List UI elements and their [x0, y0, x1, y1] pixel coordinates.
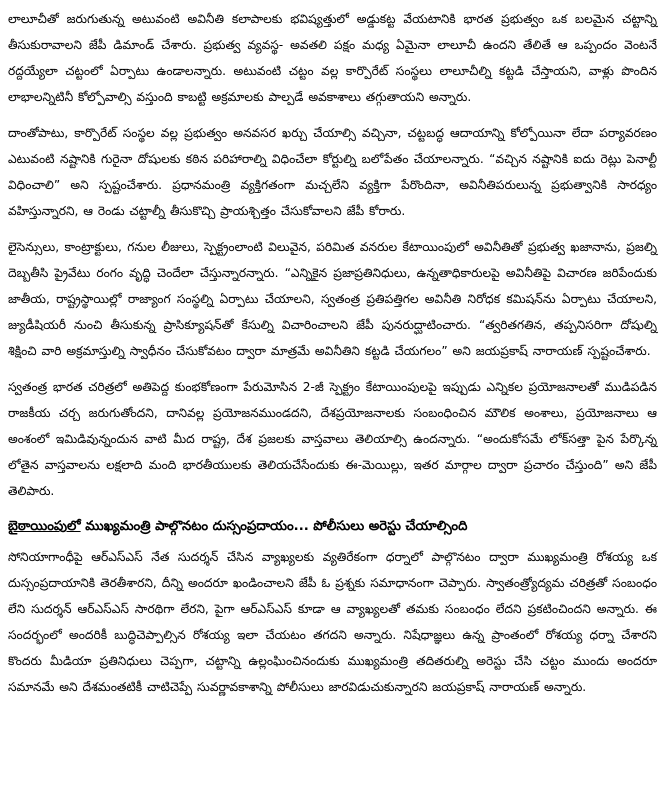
section-heading [8, 514, 657, 540]
article-body [8, 6, 657, 710]
heading-rest: ముఖ్యమంత్రి పాల్గొనటం దుస్సంప్రదాయం... పోలీసులు అరెస్టు చేయాల్సింది [80, 519, 468, 534]
paragraph-dharna: సోనియాగాంధీపై ఆర్ఎస్ఎస్ నేత సుదర్శన్ చేసిన వ్యాఖ్యలకు వ్యతిరేకంగా ధర్నాలో పాల్గొనటం ద్వారా ముఖ్యమంత్రి రోశయ్య ఒక దుస్సంప్రదాయానికి తెరతీశారని, దీన్ని అందరూ ఖండించాలని జేపీ ఓ ప్రశ్నకు సమాధానంగా చెప్పారు. స్వాతంత్ర్యోద్యమ చరిత్రతో సంబంధం లేని సుదర్శన్ ఆర్ఎస్ఎస్ సారథిగా లేరని, పైగా ఆర్ఎస్ఎస్ కూడా ఆ వ్యాఖ్యలతో తమకు సంబంధం లేదని ప్రకటించిందని అన్నారు. ఈ సందర్భంలో అందరికీ బుద్ధిచెప్పాల్సిన రోశయ్య ఇలా చేయటం తగదని అన్నారు. నిషేధాజ్ఞలు ఉన్న ప్రాంతంలో రోశయ్య ధర్నా చేశారని కొందరు మీడియా ప్రతినిధులు చెప్పగా, చట్టాన్ని ఉల్లంఘించినందుకు ముఖ్యమంత్రి తదితరుల్ని అరెస్టు చేసి చట్టం ముందు అందరూ సమానమే అని దేశమంతటికీ చాటిచెప్పే సువర్ణావకాశాన్ని పోలీసులు జారవిడుచుకున్నారని జయప్రకాష్ నారాయణ్ అన్నారు. [8, 550, 657, 694]
paragraph-corruption-measures: లైసెన్సులు, కాంట్రాక్టులు, గనుల లీజులు, స్పెక్ట్రంలాంటి విలువైన, పరిమిత వనరుల కేటాయింపులో అవినీతితో ప్రభుత్వ ఖజానాను, ప్రజల్ని దెబ్బతీసి ప్రైవేటు రంగం వృద్ధి చెందేలా చేస్తున్నారన్నారు. “ఎన్నికైన ప్రజాప్రతినిధులు, ఉన్నతాధికారులపై అవినీతిపై విచారణ జరిపేందుకు జాతీయ, రాష్ట్రస్థాయిల్లో రాజ్యాంగ సంస్థల్ని ఏర్పాటు చేయాలని, స్వతంత్ర ప్రతిపత్తిగల అవినీతి నిరోధక కమిషన్‌ను ఏర్పాటు చేయాలని, జ్యుడీషియరీ నుంచి తీసుకున్న ప్రాసిక్యూషన్‌తో కేసుల్ని విచారించాలని జేపీ పునరుద్ఘాటించారు. “త్వరితగతిన, తప్పనిసరిగా దోషుల్ని శిక్షించి వారి అక్రమాస్తుల్ని స్వాధీనం చేసుకోవటం ద్వారా మాత్రమే అవినీతిని కట్టడి చేయగలం” అని జయప్రకాష్ నారాయణ్ స్పష్టంచేశారు. [8, 240, 657, 358]
heading-underlined-word: బైఠాయింపులో [8, 519, 81, 534]
paragraph-2g-spectrum: స్వతంత్ర భారత చరిత్రలో అతిపెద్ద కుంభకోణంగా పేరుమోసిన 2-జీ స్పెక్ట్రం కేటాయింపులపై ఇప్పుడు ఎన్నికల ప్రయోజనాలతో ముడిపడిన రాజకీయ చర్చ జరుగుతోందని, దానివల్ల ప్రయోజనముండదని, దేశప్రయోజనాలకు సంబంధించిన మౌలిక అంశాలు, ప్రయోజనాలు ఆ అంశంలో ఇమిడివున్నందున వాటి మీద రాష్ట్ర, దేశ ప్రజలకు వాస్తవాలు తెలియాల్సి ఉందన్నారు. “అందుకోసమే లోక్‌సత్తా పైన పేర్కొన్న లోతైన వాస్తవాలను లక్షలాది మంది భారతీయులకు తెలియచేసేందుకు ఈ-మెయిల్లు, ఇతర మార్గాల ద్వారా ప్రచారం చేస్తుంది” అని జేపీ తెలిపారు. [8, 380, 657, 498]
paragraph-penalties: దాంతోపాటు, కార్పొరేట్ సంస్థల వల్ల ప్రభుత్వం అనవసర ఖర్చు చేయాల్సి వచ్చినా, చట్టబద్ధ ఆదాయాన్ని కోల్పోయినా లేదా పర్యావరణం ఎటువంటి నష్టానికి గురైనా దోషులకు కఠిన పరిహారాల్ని విధించేలా కోర్టుల్ని బలోపేతం చేయాలన్నారు. “వచ్చిన నష్టానికి ఐదు రెట్లు పెనాల్టీ విధించాలి” అని స్పష్టంచేశారు. ప్రధానమంత్రి వ్యక్తిగతంగా మచ్చలేని వ్యక్తిగా పేరొందినా, అవినీతిపరులున్న ప్రభుత్వానికి సారధ్యం వహిస్తున్నారని, ఆ రెండు చట్టాల్నీ తీసుకొచ్చి ప్రాయశ్చిత్తం చేసుకోవాలని జేపీ కోరారు. [8, 126, 657, 218]
paragraph-demand-law: లాలూచీతో జరుగుతున్న అటువంటి అవినీతి కలాపాలకు భవిష్యత్తులో అడ్డుకట్ట వేయటానికి భారత ప్రభుత్వం ఒక బలమైన చట్టాన్ని తీసుకురావాలని జేపీ డిమాండ్ చేశారు. ప్రభుత్వ వ్యవస్థ- అవతలి పక్షం మధ్య ఏమైనా లాలూచీ ఉందని తేలితే ఆ ఒప్పందం వెంటనే రద్దయ్యేలా చట్టంలో ఏర్పాటు ఉండాలన్నారు. అటువంటి చట్టం వల్ల కార్పొరేట్ సంస్థలు లాలూచీల్ని కట్టడి చేస్తాయని, వాళ్లు పొందిన లాభాలన్నిటినీ కోల్పోవాల్సి వస్తుంది కాబట్టి అక్రమాలకు పాల్పడే అవకాశాలు తగ్గుతాయని అన్నారు. [8, 12, 657, 104]
